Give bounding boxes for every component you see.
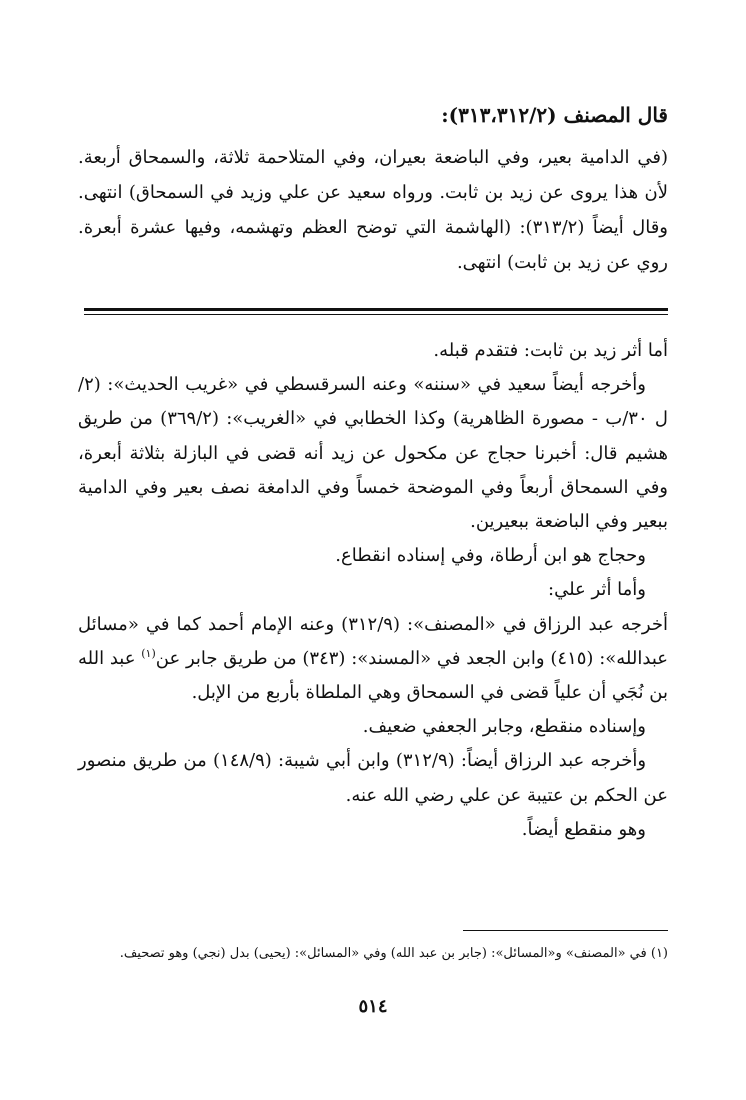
section-heading: قال المصنف (٣١٣،٣١٢/٢):: [441, 103, 668, 127]
footnote-reference[interactable]: (١): [141, 646, 156, 660]
commentary-paragraph-ali-intro: وأما أثر علي:: [548, 579, 646, 601]
separator-thin-rule: [84, 314, 668, 315]
commentary-paragraph-zaid-intro: أما أثر زيد بن ثابت: فتقدم قبله.: [433, 340, 668, 361]
footnote-divider: [463, 930, 668, 931]
separator-thick-rule: [84, 308, 668, 311]
page-number: ٥١٤: [358, 996, 388, 1017]
paragraph-text-before-ref: أخرجه عبد الرزاق في «المصنف»: (٣١٢/٩) وعنه الإمام أحمد كما في «مسائل عبدالله»: (٤١٥) وابن الجعد في «المسند»: (٣٤٣) من طريق جابر عن: [78, 613, 668, 669]
commentary-text: [78, 334, 668, 847]
commentary-paragraph-said-narration: وأخرجه أيضاً سعيد في «سننه» وعنه السرقسطي في «غريب الحديث»: (٢/ل ٣٠/ب - مصورة الظاهرية) وكذا الخطابي في «الغريب»: (٣٦٩/٢) من طريق هشيم قال: أخبرنا حجاج عن مكحول عن زيد أنه قضى في البازلة بثلاثة أبعرة، وفي السمحاق أربعاً وفي الموضحة خمساً وفي الدامغة نصف بعير وفي الدامية ببعير وفي الباضعة ببعيرين.: [78, 374, 668, 533]
footnote-text: (١) في «المصنف» و«المسائل»: (جابر بن عبد الله) وفي «المسائل»: (يحيى) بدل (نجي) وهو تصحيف.: [119, 946, 668, 961]
author-quote: [78, 140, 668, 280]
commentary-paragraph-conclusion: وهو منقطع أيضاً.: [521, 818, 646, 840]
paragraph-text-after-ref: عبد الله بن نُجَي أن علياً قضى في السمحاق وهي الملطاة بأربع من الإبل.: [78, 647, 668, 704]
commentary-paragraph-hajjaj-note: وحجاج هو ابن أرطاة، وفي إسناده انقطاع.: [335, 545, 646, 567]
commentary-paragraph-abdulrazzaq: [78, 608, 668, 711]
commentary-paragraph-isnad-note: وإسناده منقطع، وجابر الجعفي ضعيف.: [362, 716, 646, 738]
quote-paragraph: (في الدامية بعير، وفي الباضعة بعيران، وفي المتلاحمة ثلاثة، والسمحاق أربعة. لأن هذا يروى عن زيد بن ثابت. ورواه سعيد عن علي وزيد في السمحاق) انتهى. وقال أيضاً (٣١٣/٢): (الهاشمة التي توضح العظم وتهشمه، وفيها عشرة أبعرة. روي عن زيد بن ثابت) انتهى.: [78, 147, 668, 273]
commentary-paragraph-second-narration: وأخرجه عبد الرزاق أيضاً: (٣١٢/٩) وابن أبي شيبة: (١٤٨/٩) من طريق منصور عن الحكم بن عتيبة عن علي رضي الله عنه.: [78, 750, 668, 806]
